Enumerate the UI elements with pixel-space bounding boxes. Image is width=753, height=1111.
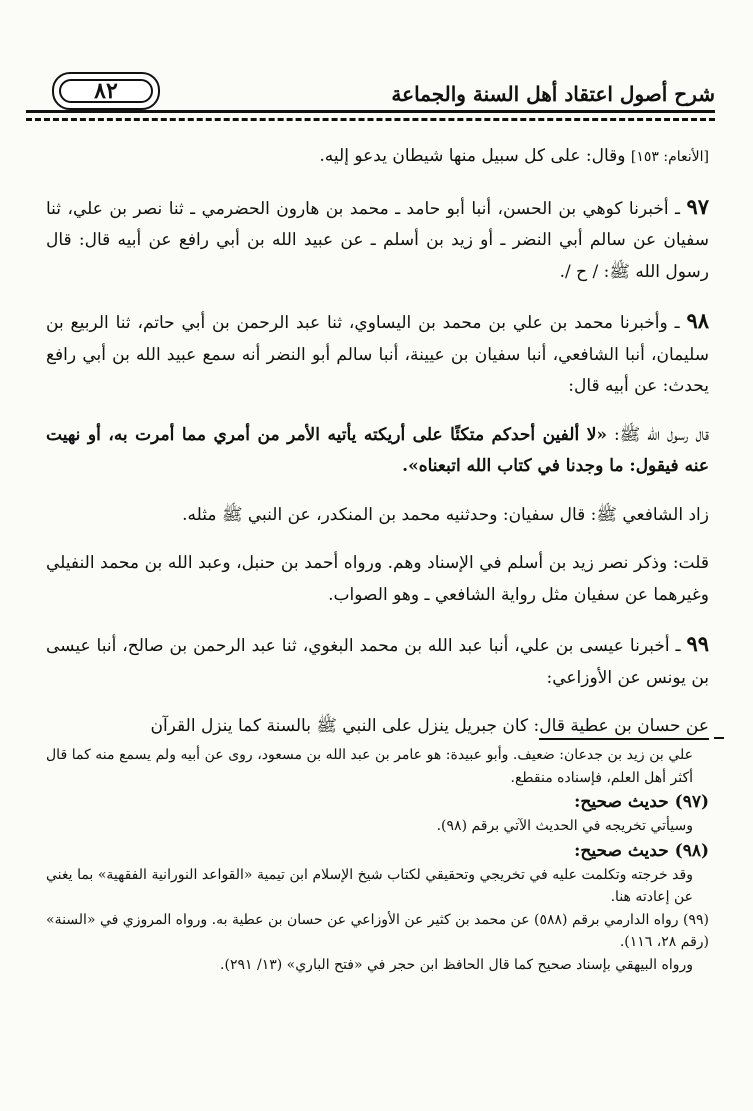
hadith-98 [46, 305, 709, 403]
page-number-badge [52, 72, 160, 110]
opening-line [46, 141, 709, 174]
hadith-number-98: ٩٨ [686, 308, 709, 333]
hadith-98-text: ـ وأخبرنا محمد بن علي بن محمد بن اليساوي، ثنا عبد الرحمن بن أبي حاتم، ثنا الربيع بن سليمان، أنبا الشافعي، أنبا سفيان بن عيينة، أنبا سالم أبو النضر أنه سمع عبيد الله بن أبي رافع يحدث: عن أبيه قال: [46, 313, 709, 396]
page-number: ٨٢ [94, 78, 118, 104]
running-title: شرح أصول اعتقاد أهل السنة والجماعة [391, 82, 715, 106]
last-paragraph: عن حسان بن عطية قال: كان جبريل ينزل على النبي ﷺ بالسنة كما ينزل القرآن [150, 716, 709, 736]
hadith-number-99: ٩٩ [686, 631, 709, 656]
hadith-97 [46, 191, 709, 289]
header-dashed-rule [26, 118, 715, 121]
footnotes [46, 744, 709, 976]
hadith-quote [46, 420, 709, 483]
header-rule [26, 110, 715, 113]
footnote-continued: علي بن زيد بن جدعان: ضعيف. وأبو عبيدة: هو عامر بن عبد الله بن مسعود، روى عن أبيه ولم يسمع منه كما قال أكثر أهل العلم، فإسناده منقطع. [46, 747, 693, 786]
zad-paragraph: زاد الشافعي ﷺ: قال سفيان: وحدثنيه محمد بن المنكدر، عن النبي ﷺ مثله. [182, 504, 709, 525]
hadith-number-97: ٩٧ [686, 193, 709, 219]
hadith-97-text: ـ أخبرنا كوهي بن الحسن، أنبا أبو حامد ـ محمد بن هارون الحضرمي ـ ثنا نصر بن علي، ثنا سفيان عن سالم أبي النضر ـ أو زيد بن أسلم ـ عن عبيد الله بن أبي رافع عن أبيه قال: قال رسول الله ﷺ: / ح /. [46, 198, 709, 282]
hadith-99-text: ـ أخبرنا عيسى بن علي، أنبا عبد الله بن محمد البغوي، ثنا عبد الرحمن بن صالح، أنبا عيسى بن يونس عن الأوزاعي: [46, 636, 709, 688]
hadith-quote-lead: قال رسول الله ﷺ: [614, 424, 709, 445]
footnote-97-heading: (٩٧) حديث صحيح: [574, 792, 709, 812]
qult-paragraph: قلت: وذكر نصر زيد بن أسلم في الإسناد وهم. ورواه أحمد بن حنبل، وعبد الله بن محمد النفيلي وغيرهما عن سفيان مثل رواية الشافعي ـ وهو الصواب. [46, 553, 709, 605]
footnote-98-text: وقد خرجته وتكلمت عليه في تخريجي وتحقيقي لكتاب شيخ الإسلام ابن تيمية «القواعد النورانية الفقهية» بما يغني عن إعادته هنا. [46, 866, 693, 905]
footnote-97-text: وسيأتي تخريجه في الحديث الآتي برقم (٩٨). [436, 818, 693, 834]
page-header [26, 76, 715, 128]
main-text [46, 141, 709, 743]
quran-reference: [الأنعام: ١٥٣] [630, 149, 709, 165]
footnote-99-text-2: ورواه البيهقي بإسناد صحيح كما قال الحافظ ابن حجر في «فتح الباري» (١٣/ ٢٩١). [220, 956, 693, 973]
opening-text: وقال: على كل سبيل منها شيطان يدعو إليه. [319, 146, 626, 166]
hadith-99 [46, 628, 709, 694]
footnote-99-text: (٩٩) رواه الدارمي برقم (٥٨٨) عن محمد بن كثير عن الأوزاعي عن حسان بن عطية به. ورواه المروزي في «السنة» (رقم ٢٨، ١١٦). [46, 911, 709, 950]
footnote-98-heading: (٩٨) حديث صحيح: [574, 840, 709, 861]
footnote-separator [539, 738, 709, 740]
hadith-quote-text: «لا ألفين أحدكم متكئًا على أريكته يأتيه الأمر من أمري مما أمرت به، أو نهيت عنه فيقول: ما وجدنا في كتاب الله اتبعناه». [46, 424, 709, 476]
